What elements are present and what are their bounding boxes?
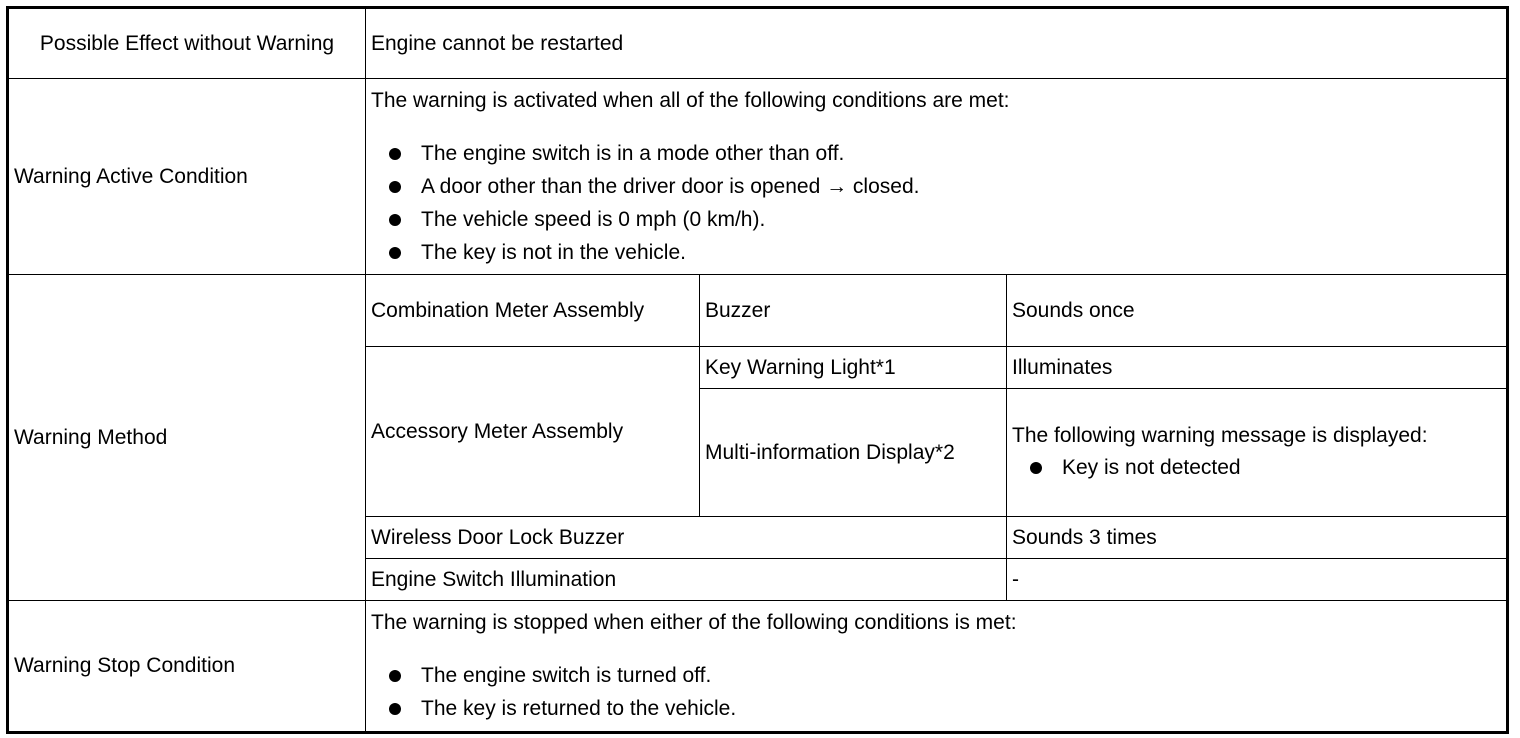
wireless-buzzer-action: Sounds 3 times (1007, 517, 1508, 559)
list-item: A door other than the driver door is opened → closed. (389, 170, 1501, 203)
multi-info-action: The following warning message is displayed: (1012, 424, 1428, 447)
possible-effect-label: Possible Effect without Warning (8, 8, 366, 79)
key-light-device: Key Warning Light*1 (700, 347, 1007, 389)
row-active-condition (8, 79, 1508, 275)
list-item: The key is returned to the vehicle. (389, 692, 1501, 725)
combination-meter-name: Combination Meter Assembly (366, 275, 700, 347)
bullet-icon (389, 181, 401, 193)
active-condition-cell (366, 79, 1508, 275)
engine-switch-illum-action: - (1007, 559, 1508, 601)
active-condition-label: Warning Active Condition (8, 79, 366, 275)
bullet-icon (389, 670, 401, 682)
list-item: The vehicle speed is 0 mph (0 km/h). (389, 203, 1501, 236)
warning-spec-table (6, 6, 1509, 734)
combination-meter-action: Sounds once (1007, 275, 1508, 347)
stop-condition-label: Warning Stop Condition (8, 601, 366, 733)
combination-meter-device: Buzzer (700, 275, 1007, 347)
bullet-icon (389, 247, 401, 259)
multi-info-device: Multi-information Display*2 (700, 389, 1007, 517)
row-method-combination (8, 275, 1508, 347)
multi-info-message-list (1012, 451, 1501, 484)
list-item: The engine switch is turned off. (389, 659, 1501, 692)
wireless-buzzer-name: Wireless Door Lock Buzzer (366, 517, 1007, 559)
bullet-icon (389, 214, 401, 226)
stop-condition-intro: The warning is stopped when either of the following conditions is met: (371, 611, 1017, 634)
row-possible-effect (8, 8, 1508, 79)
bullet-icon (1030, 462, 1042, 474)
list-item: Key is not detected (1030, 451, 1501, 484)
stop-condition-cell (366, 601, 1508, 733)
active-condition-list (371, 137, 1501, 269)
list-item: The key is not in the vehicle. (389, 236, 1501, 269)
row-stop-condition (8, 601, 1508, 733)
engine-switch-illum-name: Engine Switch Illumination (366, 559, 1007, 601)
stop-condition-list (371, 659, 1501, 725)
key-light-action: Illuminates (1007, 347, 1508, 389)
bullet-icon (389, 703, 401, 715)
bullet-icon (389, 148, 401, 160)
multi-info-action-cell (1007, 389, 1508, 517)
list-item: The engine switch is in a mode other than off. (389, 137, 1501, 170)
accessory-meter-name: Accessory Meter Assembly (366, 347, 700, 517)
warning-method-label: Warning Method (8, 275, 366, 601)
active-condition-intro: The warning is activated when all of the following conditions are met: (371, 89, 1010, 112)
possible-effect-value: Engine cannot be restarted (366, 8, 1508, 79)
